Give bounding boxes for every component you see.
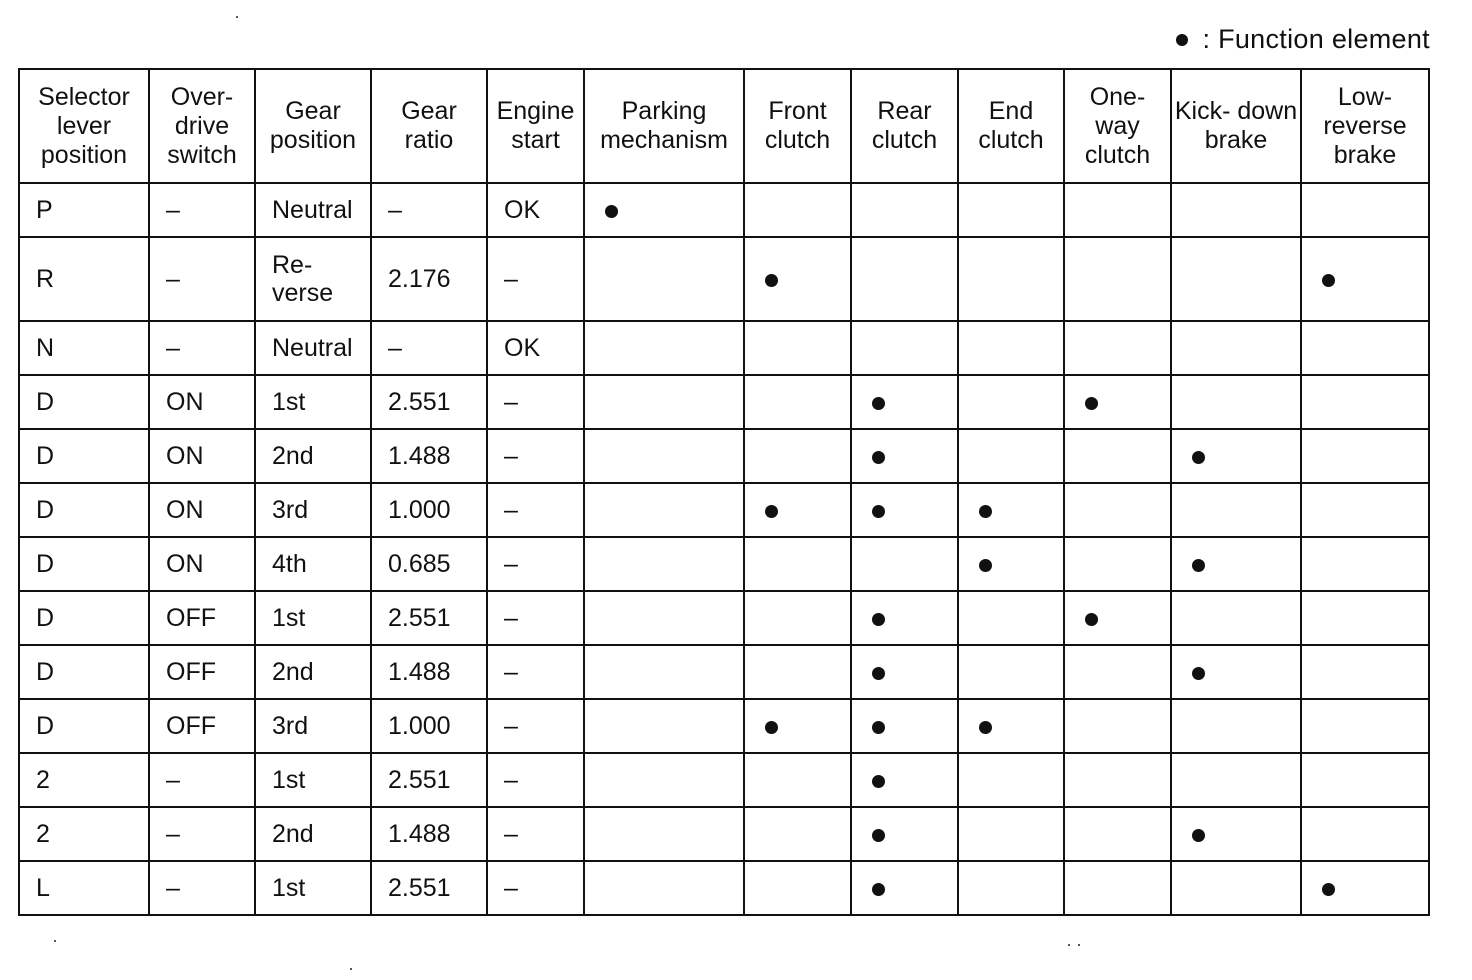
scan-speck: [54, 940, 56, 942]
cell-gear-position: 1st: [255, 375, 371, 429]
cell-parking-mechanism: [584, 753, 744, 807]
cell-one-way-clutch: [1064, 321, 1171, 375]
cell-one-way-clutch: [1064, 699, 1171, 753]
cell-one-way-clutch: [1064, 183, 1171, 237]
cell-overdrive-switch: OFF: [149, 591, 255, 645]
header-selector-lever-position: Selector lever position: [19, 69, 149, 183]
cell-gear-position: 3rd: [255, 699, 371, 753]
cell-low-reverse-brake: [1301, 237, 1429, 321]
legend-label: : Function element: [1202, 24, 1430, 54]
cell-engine-start: –: [487, 645, 584, 699]
table-row: [19, 537, 1429, 591]
cell-front-clutch: [744, 753, 851, 807]
cell-gear-ratio: 2.551: [371, 753, 487, 807]
cell-kickdown-brake: [1171, 483, 1301, 537]
cell-end-clutch: [958, 753, 1064, 807]
table-row: [19, 237, 1429, 321]
cell-gear-position: 1st: [255, 861, 371, 915]
function-element-dot-icon: [765, 505, 778, 518]
cell-end-clutch: [958, 237, 1064, 321]
header-low-reverse-brake: Low- reverse brake: [1301, 69, 1429, 183]
cell-gear-ratio: 2.176: [371, 237, 487, 321]
cell-rear-clutch: [851, 753, 958, 807]
cell-engine-start: –: [487, 429, 584, 483]
cell-kickdown-brake: [1171, 183, 1301, 237]
cell-overdrive-switch: ON: [149, 483, 255, 537]
header-front-clutch: Front clutch: [744, 69, 851, 183]
cell-gear-ratio: –: [371, 321, 487, 375]
cell-gear-ratio: 1.488: [371, 645, 487, 699]
cell-engine-start: –: [487, 483, 584, 537]
table-row: [19, 429, 1429, 483]
cell-one-way-clutch: [1064, 807, 1171, 861]
cell-low-reverse-brake: [1301, 753, 1429, 807]
cell-gear-position: 1st: [255, 591, 371, 645]
table-row: [19, 321, 1429, 375]
table-body: [19, 183, 1429, 915]
cell-low-reverse-brake: [1301, 645, 1429, 699]
cell-low-reverse-brake: [1301, 183, 1429, 237]
header-engine-start: Engine start: [487, 69, 584, 183]
cell-front-clutch: [744, 861, 851, 915]
cell-gear-position: Neutral: [255, 183, 371, 237]
cell-front-clutch: [744, 645, 851, 699]
cell-low-reverse-brake: [1301, 375, 1429, 429]
function-element-dot-icon: [872, 667, 885, 680]
cell-end-clutch: [958, 591, 1064, 645]
cell-overdrive-switch: –: [149, 753, 255, 807]
cell-parking-mechanism: [584, 483, 744, 537]
function-element-dot-icon: [1176, 34, 1188, 46]
cell-end-clutch: [958, 429, 1064, 483]
cell-gear-position: Neutral: [255, 321, 371, 375]
function-element-dot-icon: [979, 505, 992, 518]
cell-kickdown-brake: [1171, 807, 1301, 861]
function-element-dot-icon: [872, 721, 885, 734]
cell-selector-lever-position: L: [19, 861, 149, 915]
header-one-way-clutch: One- way clutch: [1064, 69, 1171, 183]
cell-end-clutch: [958, 321, 1064, 375]
function-element-dot-icon: [872, 883, 885, 896]
cell-one-way-clutch: [1064, 429, 1171, 483]
cell-parking-mechanism: [584, 645, 744, 699]
cell-gear-ratio: 2.551: [371, 591, 487, 645]
header-kickdown-brake: Kick- down brake: [1171, 69, 1301, 183]
cell-end-clutch: [958, 537, 1064, 591]
cell-one-way-clutch: [1064, 375, 1171, 429]
cell-rear-clutch: [851, 861, 958, 915]
cell-engine-start: –: [487, 807, 584, 861]
cell-one-way-clutch: [1064, 753, 1171, 807]
header-overdrive-switch: Over- drive switch: [149, 69, 255, 183]
function-element-dot-icon: [1192, 829, 1205, 842]
cell-kickdown-brake: [1171, 321, 1301, 375]
cell-selector-lever-position: D: [19, 375, 149, 429]
cell-gear-ratio: 1.000: [371, 699, 487, 753]
cell-engine-start: –: [487, 237, 584, 321]
cell-gear-position: 2nd: [255, 645, 371, 699]
function-element-dot-icon: [1192, 451, 1205, 464]
cell-selector-lever-position: N: [19, 321, 149, 375]
table-row: [19, 861, 1429, 915]
cell-end-clutch: [958, 861, 1064, 915]
cell-rear-clutch: [851, 483, 958, 537]
cell-low-reverse-brake: [1301, 591, 1429, 645]
cell-kickdown-brake: [1171, 237, 1301, 321]
cell-rear-clutch: [851, 237, 958, 321]
cell-kickdown-brake: [1171, 375, 1301, 429]
cell-rear-clutch: [851, 591, 958, 645]
cell-rear-clutch: [851, 375, 958, 429]
scan-speck: [1078, 944, 1080, 946]
cell-rear-clutch: [851, 537, 958, 591]
function-element-dot-icon: [979, 721, 992, 734]
function-element-dot-icon: [979, 559, 992, 572]
cell-front-clutch: [744, 183, 851, 237]
cell-one-way-clutch: [1064, 645, 1171, 699]
cell-engine-start: OK: [487, 321, 584, 375]
cell-parking-mechanism: [584, 591, 744, 645]
table-row: [19, 699, 1429, 753]
cell-gear-ratio: 2.551: [371, 375, 487, 429]
table-row: [19, 483, 1429, 537]
function-element-dot-icon: [765, 721, 778, 734]
header-parking-mechanism: Parking mechanism: [584, 69, 744, 183]
cell-front-clutch: [744, 237, 851, 321]
cell-front-clutch: [744, 429, 851, 483]
cell-one-way-clutch: [1064, 591, 1171, 645]
cell-rear-clutch: [851, 807, 958, 861]
function-element-dot-icon: [765, 274, 778, 287]
cell-end-clutch: [958, 699, 1064, 753]
cell-one-way-clutch: [1064, 483, 1171, 537]
cell-kickdown-brake: [1171, 429, 1301, 483]
cell-overdrive-switch: ON: [149, 429, 255, 483]
cell-selector-lever-position: D: [19, 483, 149, 537]
cell-end-clutch: [958, 375, 1064, 429]
header-gear-position: Gear position: [255, 69, 371, 183]
cell-gear-position: Re- verse: [255, 237, 371, 321]
cell-kickdown-brake: [1171, 699, 1301, 753]
table-row: [19, 807, 1429, 861]
cell-selector-lever-position: D: [19, 591, 149, 645]
cell-gear-ratio: 1.488: [371, 429, 487, 483]
cell-rear-clutch: [851, 183, 958, 237]
cell-front-clutch: [744, 321, 851, 375]
cell-selector-lever-position: P: [19, 183, 149, 237]
cell-end-clutch: [958, 183, 1064, 237]
header-rear-clutch: Rear clutch: [851, 69, 958, 183]
function-element-dot-icon: [872, 775, 885, 788]
header-row: [19, 69, 1429, 183]
cell-gear-position: 4th: [255, 537, 371, 591]
function-element-dot-icon: [872, 397, 885, 410]
cell-end-clutch: [958, 645, 1064, 699]
cell-front-clutch: [744, 807, 851, 861]
function-element-dot-icon: [1322, 883, 1335, 896]
cell-one-way-clutch: [1064, 237, 1171, 321]
cell-low-reverse-brake: [1301, 321, 1429, 375]
cell-gear-ratio: –: [371, 183, 487, 237]
cell-one-way-clutch: [1064, 861, 1171, 915]
cell-selector-lever-position: 2: [19, 807, 149, 861]
cell-parking-mechanism: [584, 537, 744, 591]
table-row: [19, 183, 1429, 237]
cell-engine-start: –: [487, 591, 584, 645]
cell-low-reverse-brake: [1301, 699, 1429, 753]
cell-gear-position: 3rd: [255, 483, 371, 537]
cell-parking-mechanism: [584, 237, 744, 321]
cell-overdrive-switch: OFF: [149, 699, 255, 753]
legend: [1176, 24, 1430, 55]
cell-selector-lever-position: D: [19, 537, 149, 591]
cell-overdrive-switch: ON: [149, 375, 255, 429]
function-element-dot-icon: [1192, 559, 1205, 572]
cell-overdrive-switch: –: [149, 807, 255, 861]
cell-gear-ratio: 1.488: [371, 807, 487, 861]
function-element-dot-icon: [872, 505, 885, 518]
cell-selector-lever-position: 2: [19, 753, 149, 807]
function-element-dot-icon: [1322, 274, 1335, 287]
function-element-dot-icon: [872, 829, 885, 842]
table-row: [19, 753, 1429, 807]
cell-rear-clutch: [851, 321, 958, 375]
cell-gear-position: 1st: [255, 753, 371, 807]
table-row: [19, 591, 1429, 645]
cell-kickdown-brake: [1171, 645, 1301, 699]
function-element-dot-icon: [872, 613, 885, 626]
cell-low-reverse-brake: [1301, 807, 1429, 861]
cell-engine-start: –: [487, 375, 584, 429]
cell-end-clutch: [958, 483, 1064, 537]
cell-overdrive-switch: –: [149, 861, 255, 915]
cell-parking-mechanism: [584, 699, 744, 753]
cell-overdrive-switch: ON: [149, 537, 255, 591]
header-end-clutch: End clutch: [958, 69, 1064, 183]
cell-rear-clutch: [851, 699, 958, 753]
cell-kickdown-brake: [1171, 591, 1301, 645]
cell-low-reverse-brake: [1301, 861, 1429, 915]
scan-speck: [1068, 944, 1070, 946]
cell-parking-mechanism: [584, 807, 744, 861]
cell-one-way-clutch: [1064, 537, 1171, 591]
transmission-function-table: [18, 68, 1430, 916]
cell-front-clutch: [744, 537, 851, 591]
cell-parking-mechanism: [584, 861, 744, 915]
table-row: [19, 375, 1429, 429]
cell-selector-lever-position: R: [19, 237, 149, 321]
scan-speck: [350, 968, 352, 970]
function-element-dot-icon: [872, 451, 885, 464]
cell-overdrive-switch: –: [149, 183, 255, 237]
cell-overdrive-switch: –: [149, 237, 255, 321]
cell-kickdown-brake: [1171, 861, 1301, 915]
cell-gear-ratio: 1.000: [371, 483, 487, 537]
cell-parking-mechanism: [584, 183, 744, 237]
cell-parking-mechanism: [584, 429, 744, 483]
cell-rear-clutch: [851, 645, 958, 699]
cell-parking-mechanism: [584, 321, 744, 375]
cell-front-clutch: [744, 699, 851, 753]
cell-kickdown-brake: [1171, 753, 1301, 807]
cell-rear-clutch: [851, 429, 958, 483]
cell-overdrive-switch: –: [149, 321, 255, 375]
cell-selector-lever-position: D: [19, 645, 149, 699]
header-gear-ratio: Gear ratio: [371, 69, 487, 183]
cell-gear-position: 2nd: [255, 429, 371, 483]
cell-front-clutch: [744, 375, 851, 429]
cell-front-clutch: [744, 591, 851, 645]
cell-engine-start: OK: [487, 183, 584, 237]
function-element-dot-icon: [1085, 613, 1098, 626]
cell-engine-start: –: [487, 753, 584, 807]
scan-speck: [236, 16, 238, 18]
table-row: [19, 645, 1429, 699]
function-element-dot-icon: [1085, 397, 1098, 410]
cell-overdrive-switch: OFF: [149, 645, 255, 699]
cell-low-reverse-brake: [1301, 483, 1429, 537]
cell-gear-ratio: 0.685: [371, 537, 487, 591]
cell-engine-start: –: [487, 537, 584, 591]
cell-engine-start: –: [487, 861, 584, 915]
cell-gear-ratio: 2.551: [371, 861, 487, 915]
cell-low-reverse-brake: [1301, 429, 1429, 483]
cell-parking-mechanism: [584, 375, 744, 429]
cell-end-clutch: [958, 807, 1064, 861]
cell-kickdown-brake: [1171, 537, 1301, 591]
function-element-dot-icon: [605, 205, 618, 218]
cell-front-clutch: [744, 483, 851, 537]
cell-selector-lever-position: D: [19, 699, 149, 753]
cell-selector-lever-position: D: [19, 429, 149, 483]
cell-engine-start: –: [487, 699, 584, 753]
cell-gear-position: 2nd: [255, 807, 371, 861]
cell-low-reverse-brake: [1301, 537, 1429, 591]
function-element-dot-icon: [1192, 667, 1205, 680]
